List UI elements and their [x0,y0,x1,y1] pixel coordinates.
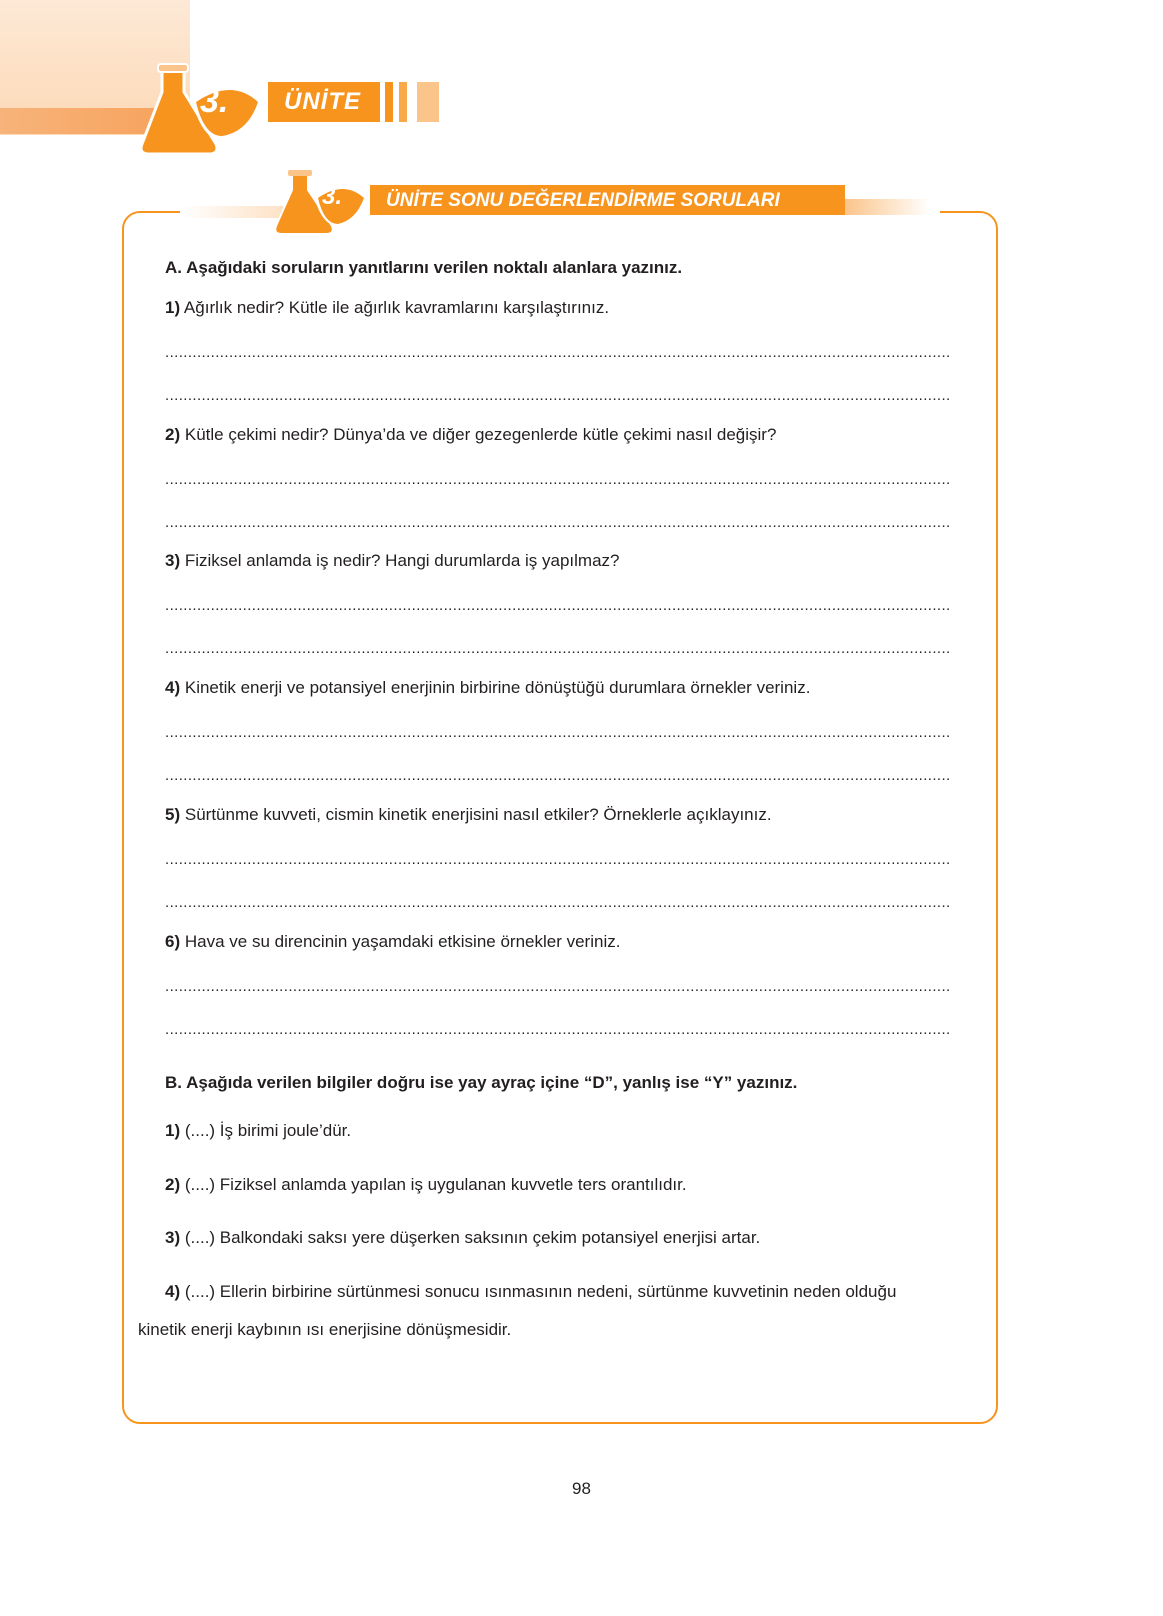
statement-3: 3) (....) Balkondaki saksı yere düşerken saksının çekim potansiyel enerjisi artar. [165,1228,761,1247]
page-number: 98 [572,1479,591,1498]
answer-line[interactable]: ............................................................................................................................................................................ [165,895,951,911]
unit-label: ÜNİTE [268,82,380,122]
statement-4: 4) (....) Ellerin birbirine sürtünmesi sonucu ısınmasının nedeni, sürtünme kuvvetinin neden olduğu [165,1282,897,1301]
statement-2: 2) (....) Fiziksel anlamda yapılan iş uygulanan kuvvetle ters orantılıdır. [165,1175,687,1194]
answer-line[interactable]: ............................................................................................................................................................................ [165,768,951,784]
section-title: ÜNİTE SONU DEĞERLENDİRME SORULARI [370,185,845,215]
question-3: 3) Fiziksel anlamda iş nedir? Hangi durumlarda iş yapılmaz? [165,551,620,570]
answer-line[interactable]: ............................................................................................................................................................................ [165,472,951,488]
answer-line[interactable]: ............................................................................................................................................................................ [165,852,951,868]
statement-4-continuation: kinetik enerji kaybının ısı enerjisine dönüşmesidir. [138,1320,512,1339]
answer-line[interactable]: ............................................................................................................................................................................ [165,641,951,657]
answer-line[interactable]: ............................................................................................................................................................................ [165,1022,951,1038]
section-b-heading: B. Aşağıda verilen bilgiler doğru ise yay ayraç içine “D”, yanlış ise “Y” yazınız. [165,1073,798,1092]
question-2: 2) Kütle çekimi nedir? Dünya’da ve diğer gezegenlerde kütle çekimi nasıl değişir? [165,425,777,444]
question-5: 5) Sürtünme kuvveti, cismin kinetik enerjisini nasıl etkiler? Örneklerle açıklayınız. [165,805,772,824]
question-6: 6) Hava ve su direncinin yaşamdaki etkisine örnekler veriniz. [165,932,621,951]
section-number: 3. [322,183,343,210]
question-1: 1) Ağırlık nedir? Kütle ile ağırlık kavramlarını karşılaştırınız. [165,298,610,317]
question-4: 4) Kinetik enerji ve potansiyel enerjinin birbirine dönüştüğü durumlara örnekler veriniz. [165,678,811,697]
answer-line[interactable]: ............................................................................................................................................................................ [165,345,951,361]
answer-line[interactable]: ............................................................................................................................................................................ [165,598,951,614]
answer-line[interactable]: ............................................................................................................................................................................ [165,515,951,531]
statement-1: 1) (....) İş birimi joule’dür. [165,1121,352,1140]
answer-line[interactable]: ............................................................................................................................................................................ [165,979,951,995]
section-a-heading: A. Aşağıdaki soruların yanıtlarını verilen noktalı alanlara yazınız. [165,258,683,277]
unit-number: 3. [200,82,229,120]
answer-line[interactable]: ............................................................................................................................................................................ [165,388,951,404]
answer-line[interactable]: ............................................................................................................................................................................ [165,725,951,741]
